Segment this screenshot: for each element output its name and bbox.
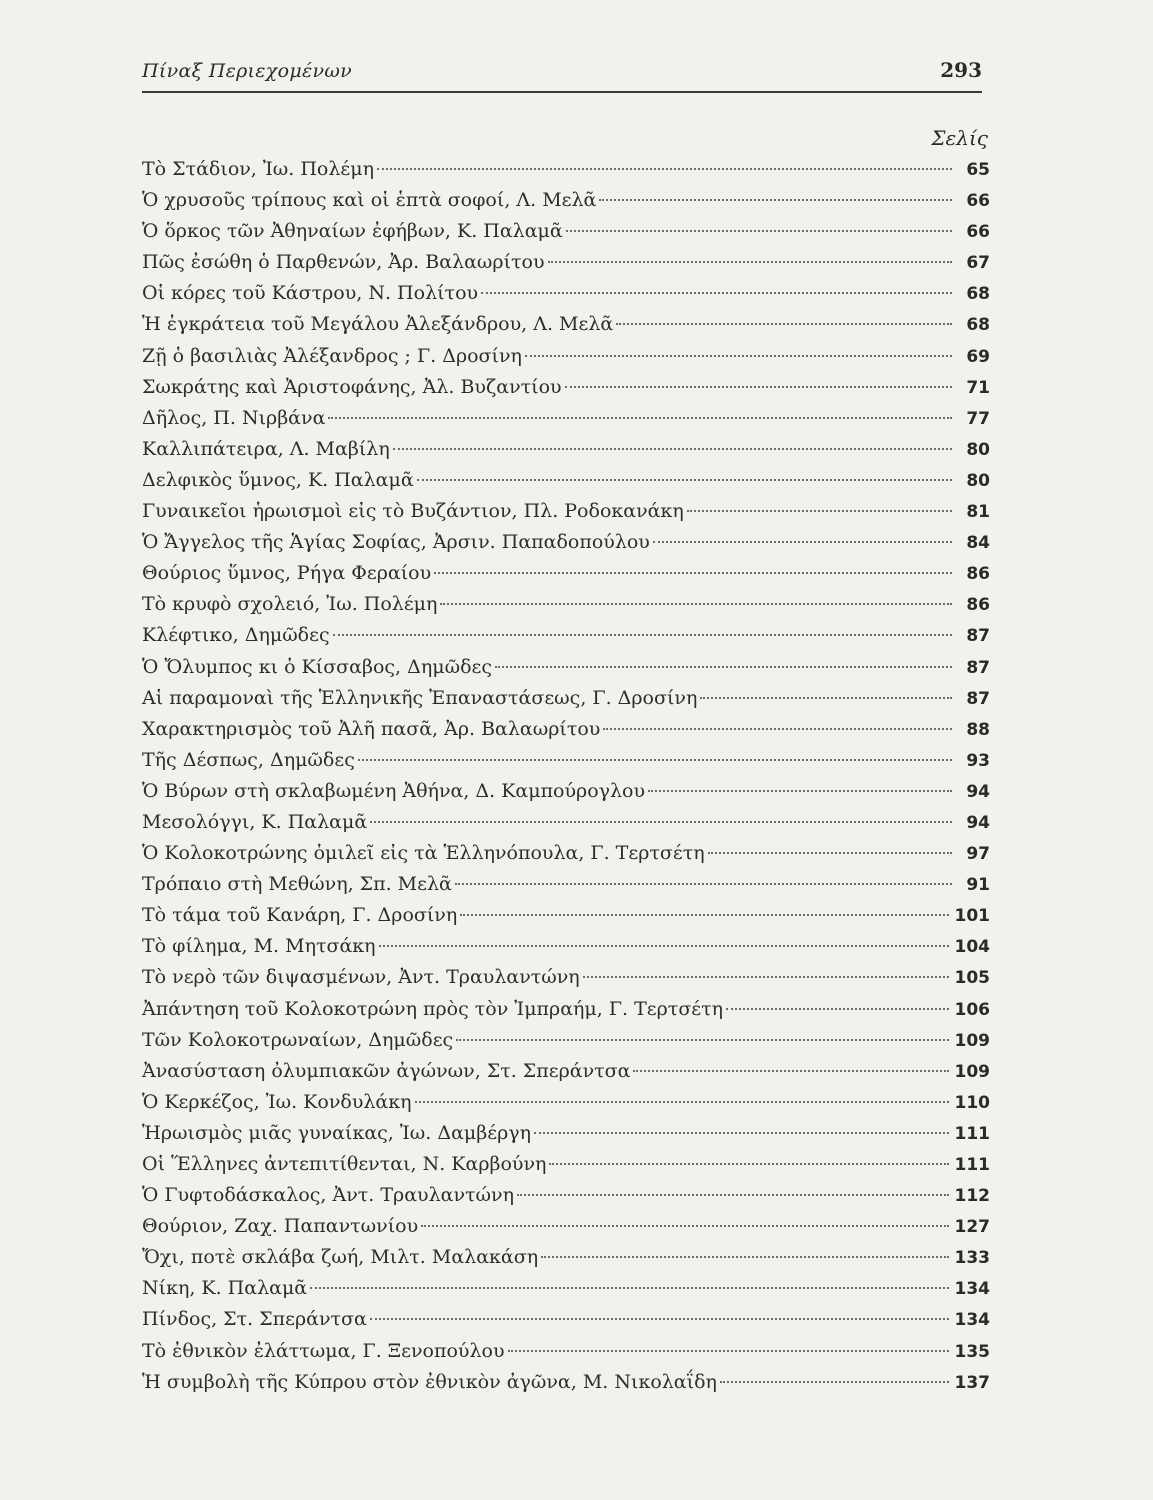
toc-entry-page: 80 [966,439,990,460]
dot-leader [648,790,952,792]
toc-entry-page: 66 [966,222,990,243]
toc-entry-page: 86 [966,564,990,585]
toc-entry [142,1273,990,1304]
dot-leader [460,914,948,916]
dot-leader [525,355,952,357]
toc-entry-page: 94 [966,812,990,833]
toc-entry-title: Ὁ Ὄλυμπος κι ὁ Κίσσαβος, Δημῶδες [142,655,492,678]
toc-entry-page: 71 [966,377,990,398]
toc-entry-page: 111 [954,1155,990,1175]
toc-entry-title: Ἀνασύσταση ὀλυμπιακῶν ἀγώνων, Στ. Σπεράντσα [142,1059,631,1082]
dot-leader [720,1381,949,1383]
dot-leader [566,230,952,232]
toc-entry-title: Δελφικὸς ὕμνος, Κ. Παλαμᾶ [142,468,414,491]
toc-entry-page: 86 [966,595,990,616]
toc-entry [142,527,990,558]
toc-entry-page: 68 [966,315,990,336]
toc-entry [142,372,990,403]
toc-entry-title: Καλλιπάτειρα, Λ. Μαβίλη [142,437,390,460]
toc-entry-title: Χαρακτηρισμὸς τοῦ Ἀλῆ πασᾶ, Ἀρ. Βαλαωρίτου [142,717,601,740]
toc-entry-page: 111 [954,1123,990,1144]
dot-leader [726,1008,948,1010]
dot-leader [370,821,952,823]
toc-entry-page: 88 [966,719,990,740]
dot-leader [565,386,952,388]
toc-entry [142,1180,990,1211]
toc-entry-title: Τὸ τάμα τοῦ Κανάρη, Γ. Δροσίνη [142,904,458,927]
toc-entry [142,1118,990,1149]
toc-entry [142,558,990,589]
header-rule [142,91,982,93]
toc-entry-page: 67 [966,253,990,274]
toc-entry [142,931,990,962]
toc-entry-page: 69 [966,346,990,367]
toc-entry-page: 93 [966,750,990,771]
toc-entry [142,1025,990,1056]
toc-entry-title: Τὸ νερὸ τῶν διψασμένων, Ἀντ. Τραυλαντώνη [142,966,580,989]
dot-leader [393,448,952,450]
toc-entry-title: Πίνδος, Στ. Σπεράντσα [142,1308,367,1331]
toc-entry-page: 109 [954,1061,990,1082]
page-number: 293 [940,58,982,82]
dot-leader [687,510,952,512]
toc-entry-title: Ἡρωισμὸς μιᾶς γυναίκας, Ἰω. Δαμβέργη [142,1121,531,1144]
dot-leader [603,728,952,730]
toc-entry [142,1336,990,1367]
toc-entry [142,776,990,807]
toc-entry-title: Ὁ χρυσοῦς τρίπους καὶ οἱ ἑπτὰ σοφοί, Λ. Μελᾶ [142,189,597,212]
dot-leader [456,1039,948,1041]
dot-leader [377,168,952,170]
toc-entry-page: 105 [954,968,990,989]
toc-entry [142,185,990,216]
toc-entry [142,683,990,714]
toc-entry-title: Ὁ Κολοκοτρώνης ὁμιλεῖ εἰς τὰ Ἑλληνόπουλα, Γ. Τερτσέτη [142,842,705,865]
toc-entry-page: 94 [966,781,990,802]
toc-entry-page: 91 [966,875,990,896]
dot-leader [434,572,952,574]
dot-leader [481,292,952,294]
toc-entry-page: 68 [966,284,990,305]
toc-entry-page: 66 [966,191,990,212]
dot-leader [379,945,949,947]
toc-entry-page: 110 [954,1092,990,1113]
toc-entry-title: Ἡ ἐγκράτεια τοῦ Μεγάλου Ἀλεξάνδρου, Λ. Μελᾶ [142,313,614,336]
toc-entry-page: 97 [966,844,990,865]
toc-entry-page: 87 [966,657,990,678]
toc-entry [142,216,990,247]
toc-entry [142,714,990,745]
dot-leader [333,634,952,636]
toc-entry-title: Ὁ Κερκέζος, Ἰω. Κονδυλάκη [142,1090,412,1113]
toc-entry [142,869,990,900]
toc-entry-page: 80 [966,470,990,491]
toc-entry-title: Τὸ Στάδιον, Ἰω. Πολέμη [142,158,374,180]
toc-entry [142,900,990,931]
dot-leader [599,199,952,201]
toc-entry-page: 84 [966,533,990,554]
toc-entry-title: Ὁ Ἄγγελος τῆς Ἁγίας Σοφίας, Ἀρσιν. Παπαδοπούλου [142,531,650,554]
toc-entry [142,1087,990,1118]
toc-entry [142,154,990,185]
toc-entry-title: Τὸ κρυφὸ σχολειό, Ἰω. Πολέμη [142,593,438,616]
dot-leader [653,541,952,543]
toc-entry [142,496,990,527]
toc-entry [142,962,990,993]
dot-leader [440,603,952,605]
dot-leader [310,1287,948,1289]
toc-entry [142,341,990,372]
toc-entry-title: Τῆς Δέσπως, Δημῶδες [142,748,355,771]
toc-entry [142,434,990,465]
table-of-contents [142,154,990,1398]
toc-entry [142,1056,990,1087]
dot-leader [370,1318,949,1320]
toc-entry-title: Πῶς ἐσώθη ὁ Παρθενών, Ἀρ. Βαλαωρίτου [142,251,545,274]
dot-leader [455,883,952,885]
toc-entry-page: 112 [954,1186,990,1207]
toc-entry-title: Θούριον, Ζαχ. Παπαντωνίου [142,1215,419,1238]
toc-entry-title: Οἱ κόρες τοῦ Κάστρου, Ν. Πολίτου [142,282,479,305]
toc-entry [142,278,990,309]
toc-entry-page: 87 [966,688,990,709]
toc-entry-title: Κλέφτικο, Δημῶδες [142,624,330,647]
toc-entry-page: 127 [954,1217,990,1238]
toc-entry [142,309,990,340]
dot-leader [548,261,952,263]
dot-leader [328,417,952,419]
dot-leader [700,697,952,699]
toc-entry-title: Ζῇ ὁ βασιλιὰς Ἀλέξανδρος ; Γ. Δροσίνη [142,344,522,367]
toc-entry [142,403,990,434]
toc-entry-title: Αἱ παραμοναὶ τῆς Ἑλληνικῆς Ἐπαναστάσεως, Γ. Δροσίνη [142,686,698,709]
toc-entry [142,1304,990,1335]
dot-leader [517,1194,949,1196]
toc-entry-page: 134 [954,1310,990,1331]
toc-entry-title: Τὸ φίλημα, Μ. Μητσάκη [142,935,376,958]
toc-entry [142,589,990,620]
toc-entry-page: 65 [966,160,990,180]
dot-leader [583,976,949,978]
toc-entry-page: 134 [954,1279,990,1300]
toc-entry [142,652,990,683]
toc-entry-title: Ὁ Βύρων στὴ σκλαβωμένη Ἀθήνα, Δ. Καμπούρογλου [142,779,646,802]
toc-entry-title: Μεσολόγγι, Κ. Παλαμᾶ [142,810,368,833]
toc-entry-title: Θούριος ὕμνος, Ρήγα Φεραίου [142,562,432,585]
toc-entry-page: 137 [954,1372,990,1393]
running-title: Πίναξ Περιεχομένων [142,60,352,82]
toc-entry [142,247,990,278]
toc-entry-page: 109 [954,1030,990,1051]
toc-entry-title: Γυναικεῖοι ἡρωισμοὶ εἰς τὸ Βυζάντιον, Πλ. Ροδοκανάκη [142,500,684,523]
toc-entry-title: Νίκη, Κ. Παλαμᾶ [142,1277,308,1300]
dot-leader [633,1070,948,1072]
toc-entry-page: 104 [954,937,990,958]
dot-leader [415,1101,949,1103]
dot-leader [358,759,952,761]
toc-entry-title: Ὄχι, ποτὲ σκλάβα ζωή, Μιλτ. Μαλακάση [142,1246,539,1269]
toc-entry-title: Οἱ Ἕλληνες ἀντεπιτίθενται, Ν. Καρβούνη [142,1153,547,1175]
toc-entry-title: Ὁ Γυφτοδάσκαλος, Ἀντ. Τραυλαντώνη [142,1184,514,1207]
toc-entry-page: 133 [954,1248,990,1269]
toc-entry [142,1242,990,1273]
toc-entry [142,807,990,838]
dot-leader [616,323,952,325]
dot-leader [417,479,952,481]
toc-entry-title: Σωκράτης καὶ Ἀριστοφάνης, Ἀλ. Βυζαντίου [142,375,562,398]
toc-entry-title: Ὁ ὅρκος τῶν Ἀθηναίων ἐφήβων, Κ. Παλαμᾶ [142,220,563,243]
toc-entry-page: 135 [954,1341,990,1362]
toc-entry [142,838,990,869]
dot-leader [495,666,952,668]
toc-entry [142,745,990,776]
dot-leader [549,1163,948,1165]
toc-entry-title: Τὸ ἐθνικὸν ἐλάττωμα, Γ. Ξενοπούλου [142,1339,505,1362]
page-column-heading: Σελίς [931,126,988,150]
toc-entry [142,1149,990,1180]
dot-leader [708,852,952,854]
toc-entry-title: Ἡ συμβολὴ τῆς Κύπρου στὸν ἐθνικὸν ἀγῶνα, Μ. Νικολαΐδη [142,1370,717,1393]
toc-entry-title: Τῶν Κολοκοτρωναίων, Δημῶδες [142,1028,454,1051]
dot-leader [541,1256,948,1258]
toc-entry-title: Ἀπάντηση τοῦ Κολοκοτρώνη πρὸς τὸν Ἰμπραήμ, Γ. Τερτσέτη [142,997,724,1020]
toc-entry-title: Τρόπαιο στὴ Μεθώνη, Σπ. Μελᾶ [142,873,452,896]
toc-entry-page: 101 [954,906,990,927]
toc-entry-page: 87 [966,626,990,647]
dot-leader [508,1350,949,1352]
toc-entry [142,465,990,496]
toc-entry [142,994,990,1025]
toc-entry [142,620,990,651]
toc-entry-title: Δῆλος, Π. Νιρβάνα [142,406,326,429]
toc-entry-page: 106 [954,999,990,1020]
toc-entry [142,1211,990,1242]
dot-leader [421,1225,948,1227]
toc-entry-page: 77 [966,408,990,429]
toc-entry [142,1367,990,1398]
toc-entry-page: 81 [966,502,990,523]
dot-leader [534,1132,949,1134]
